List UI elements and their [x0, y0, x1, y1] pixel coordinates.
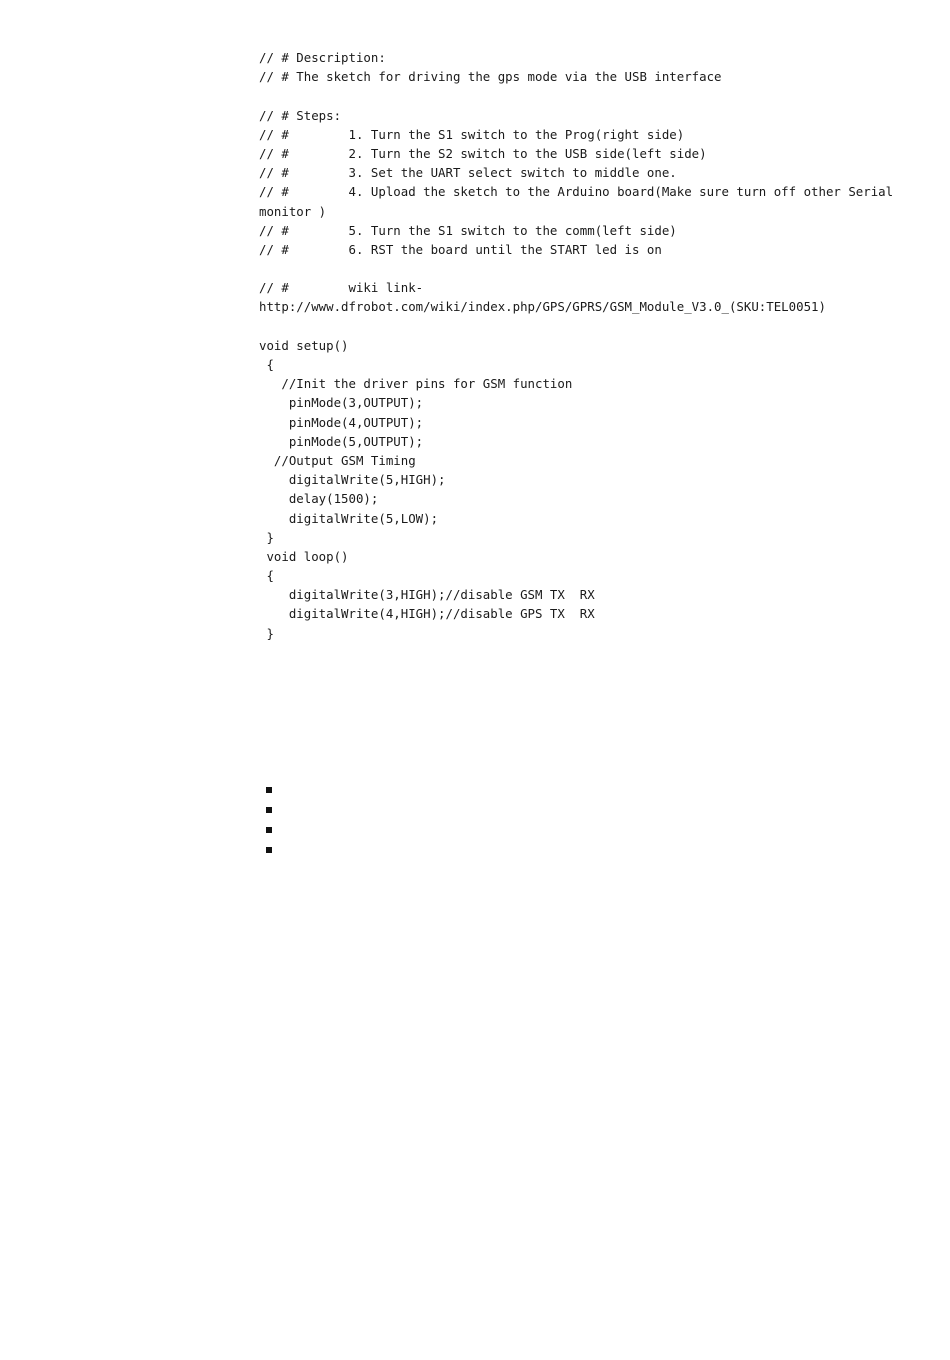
code-line: // # 5. Turn the S1 switch to the comm(left side) [259, 222, 677, 238]
code-line: delay(1500); [259, 491, 379, 507]
code-line: digitalWrite(5,LOW); [259, 510, 439, 526]
code-line: pinMode(5,OUTPUT); [259, 433, 424, 449]
code-line: // # Steps: [259, 107, 342, 123]
list-item [266, 840, 272, 860]
code-line: { [259, 568, 274, 584]
code-line: digitalWrite(3,HIGH);//disable GSM TX RX [259, 587, 595, 603]
code-line: void setup() [259, 337, 349, 353]
code-line: // # 3. Set the UART select switch to middle one. [259, 165, 677, 181]
code-line: digitalWrite(5,HIGH); [259, 472, 446, 488]
square-bullet-icon [266, 807, 272, 813]
code-line: //Init the driver pins for GSM function [259, 376, 573, 392]
code-line: // # 2. Turn the S2 switch to the USB side(left side) [259, 145, 707, 161]
code-line: //Output GSM Timing [259, 452, 416, 468]
code-line: } [259, 625, 274, 641]
code-line [259, 259, 939, 278]
code-line: void loop() [259, 548, 349, 564]
code-line: digitalWrite(4,HIGH);//disable GPS TX RX [259, 606, 595, 622]
list-item [266, 800, 272, 820]
code-line: { [259, 357, 274, 372]
list-item [266, 820, 272, 840]
empty-bullet-list [266, 780, 272, 860]
code-line: // # Description: [259, 50, 386, 65]
list-item [266, 780, 272, 800]
wiki-link[interactable]: http://www.dfrobot.com/wiki/index.php/GPS/GPRS/GSM_Module_V3.0_(SKU:TEL0051) [259, 299, 826, 315]
code-line: // # wiki link- [259, 280, 424, 296]
code-line [259, 317, 939, 336]
square-bullet-icon [266, 847, 272, 853]
code-line: pinMode(4,OUTPUT); [259, 414, 424, 430]
code-line [259, 86, 939, 105]
code-line: // # 4. Upload the sketch to the Arduino board(Make sure turn off other Serial [259, 184, 894, 200]
square-bullet-icon [266, 787, 272, 793]
code-line: // # The sketch for driving the gps mode via the USB interface [259, 69, 722, 85]
code-line: // # 6. RST the board until the START led is on [259, 241, 662, 257]
code-line: // # 1. Turn the S1 switch to the Prog(right side) [259, 126, 685, 142]
code-line: pinMode(3,OUTPUT); [259, 395, 424, 411]
square-bullet-icon [266, 827, 272, 833]
code-block [259, 48, 939, 643]
code-line: monitor ) [259, 203, 327, 219]
code-line: } [259, 529, 274, 545]
